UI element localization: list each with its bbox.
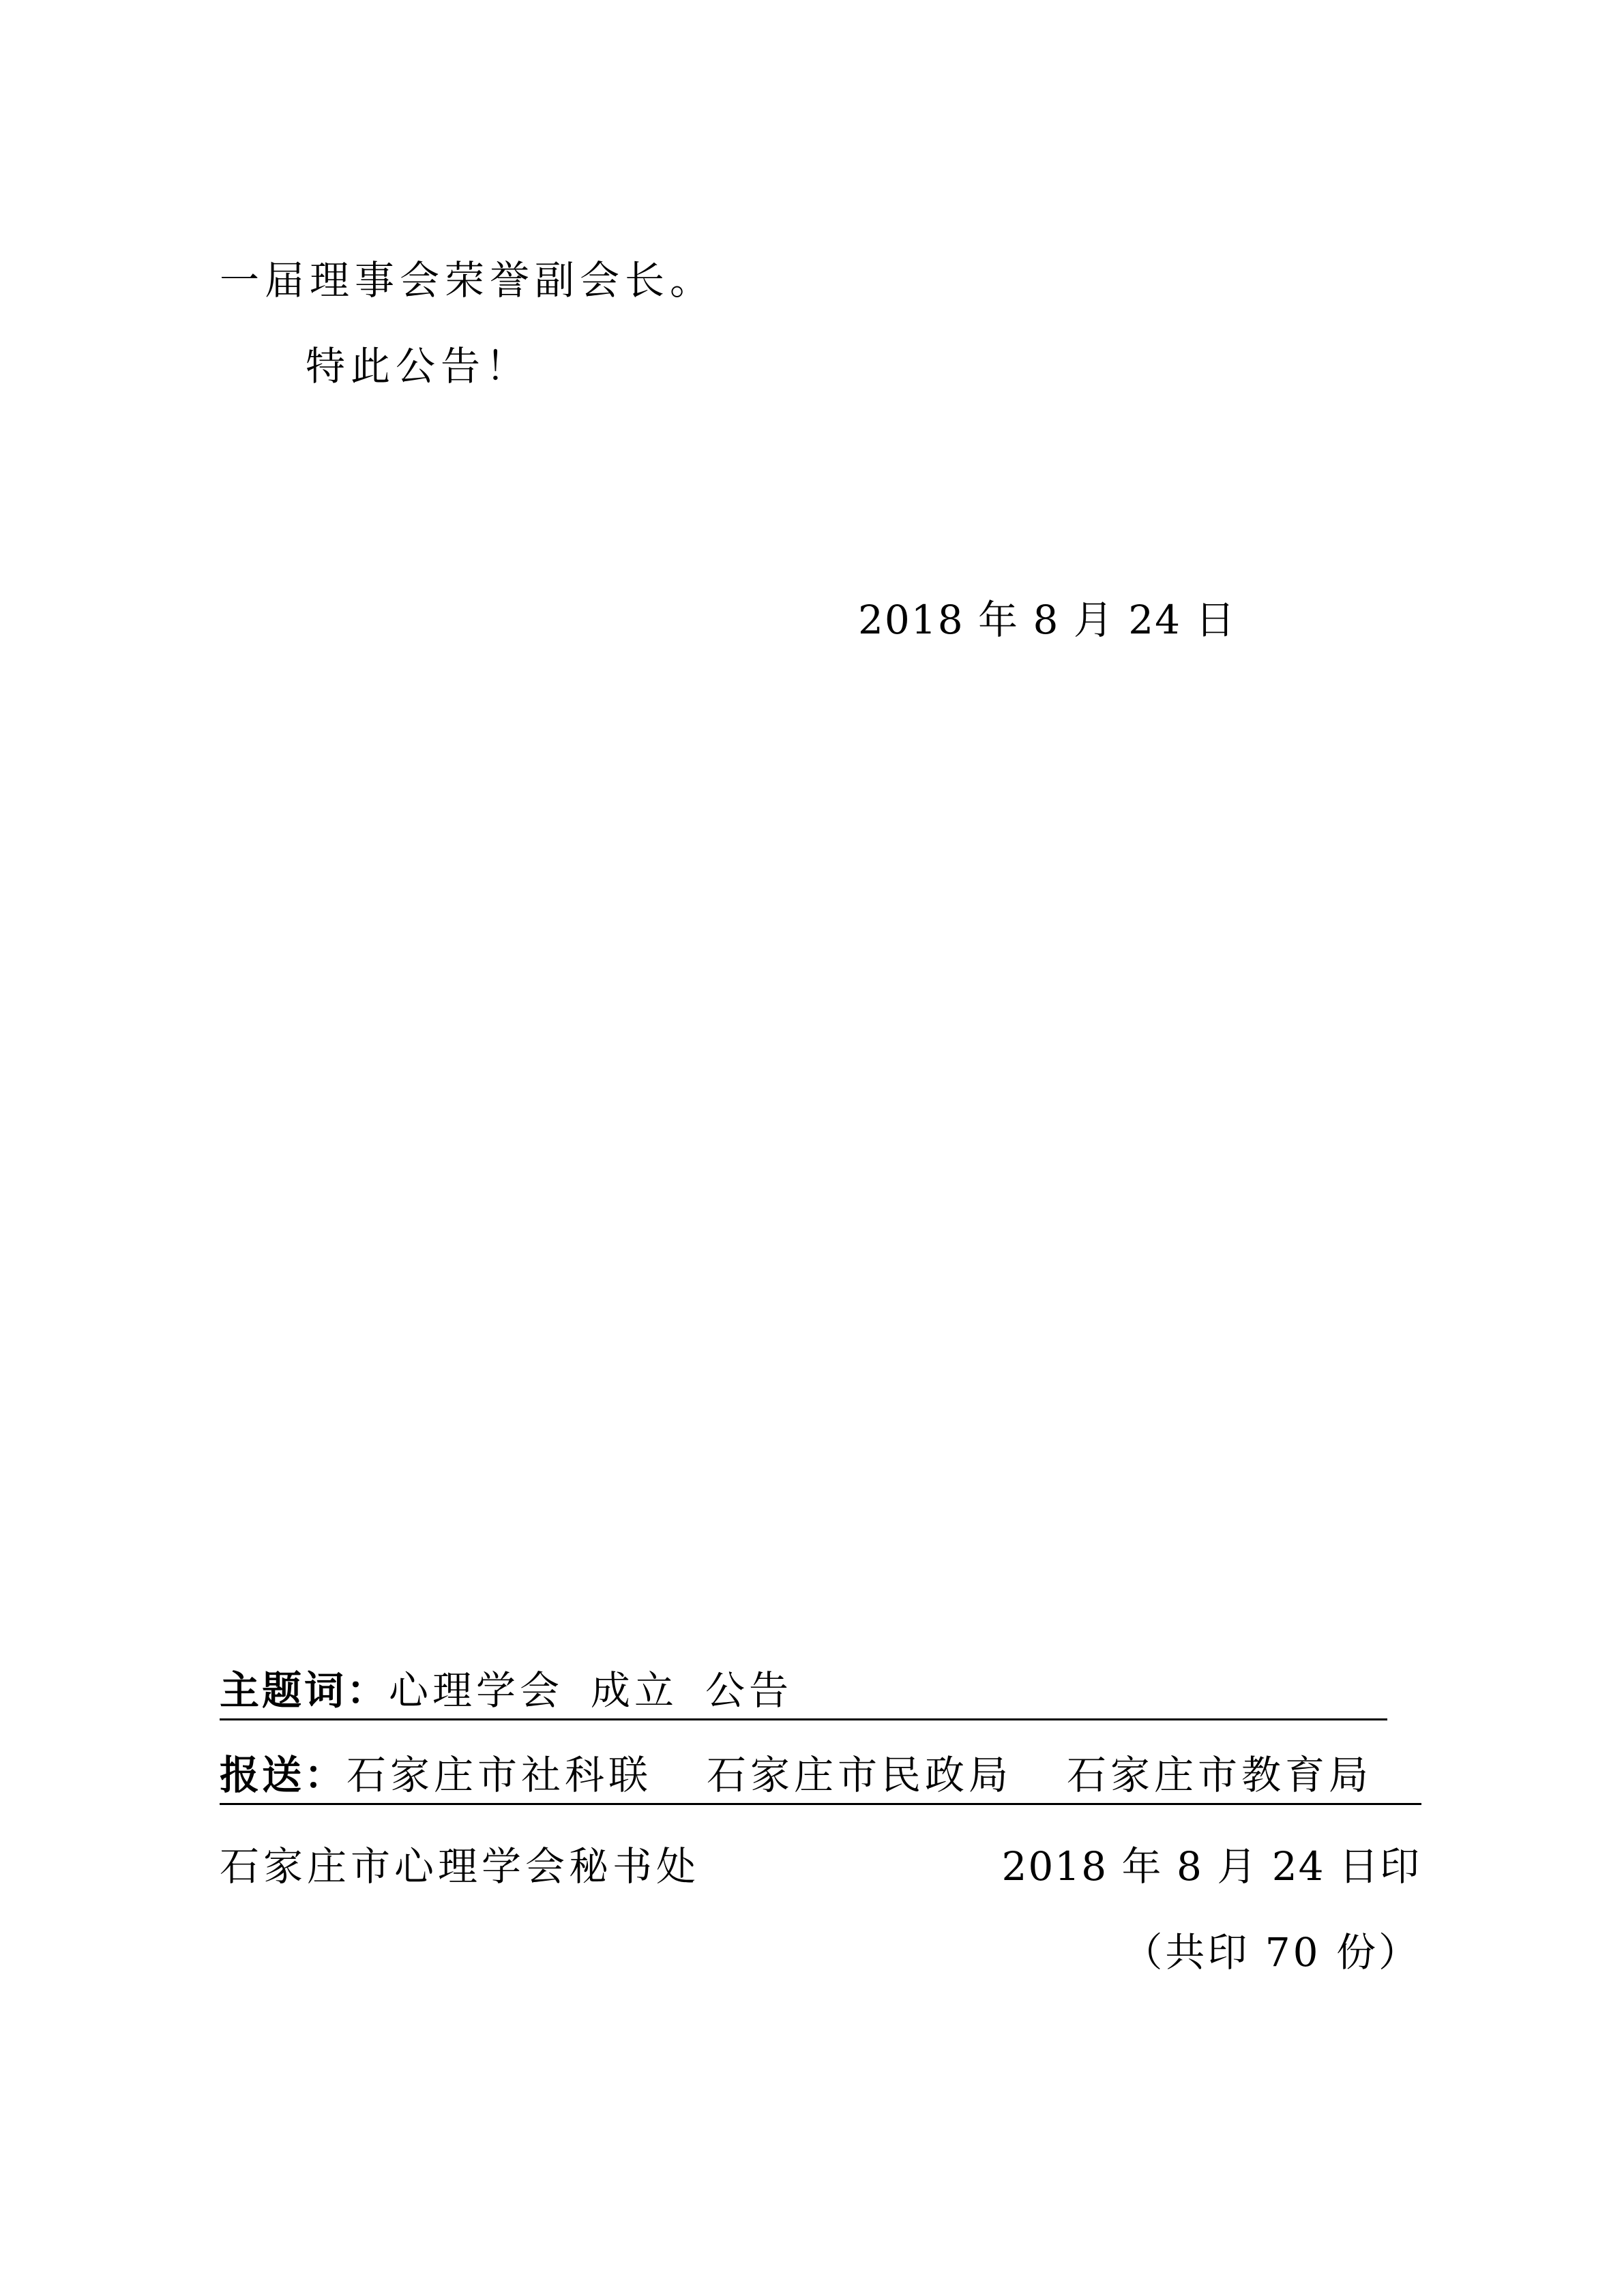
cc-recipient: 石家庄市民政局 [707, 1752, 1013, 1798]
cc-label: 报送： [220, 1752, 347, 1798]
keyword: 成立 [591, 1667, 679, 1714]
print-date: 2018 年 8 月 24 日印 [1001, 1843, 1421, 1890]
issuer: 石家庄市心理学会秘书处 [220, 1843, 700, 1890]
keywords-label: 主题词： [220, 1667, 389, 1714]
keyword: 公告 [705, 1667, 793, 1714]
cc-recipient: 石家庄市教育局 [1067, 1752, 1373, 1798]
body-text-line: 一届理事会荣誉副会长。 [220, 257, 715, 303]
keywords-row [220, 1667, 1387, 1720]
cc-row [220, 1752, 1421, 1805]
document-date: 2018 年 8 月 24 日 [858, 597, 1237, 643]
closing-statement: 特此公告！ [306, 343, 531, 389]
keyword: 心理学会 [389, 1667, 564, 1714]
copy-count: （共印 70 份） [1123, 1929, 1421, 1976]
cc-recipient: 石家庄市社科联 [346, 1752, 653, 1798]
